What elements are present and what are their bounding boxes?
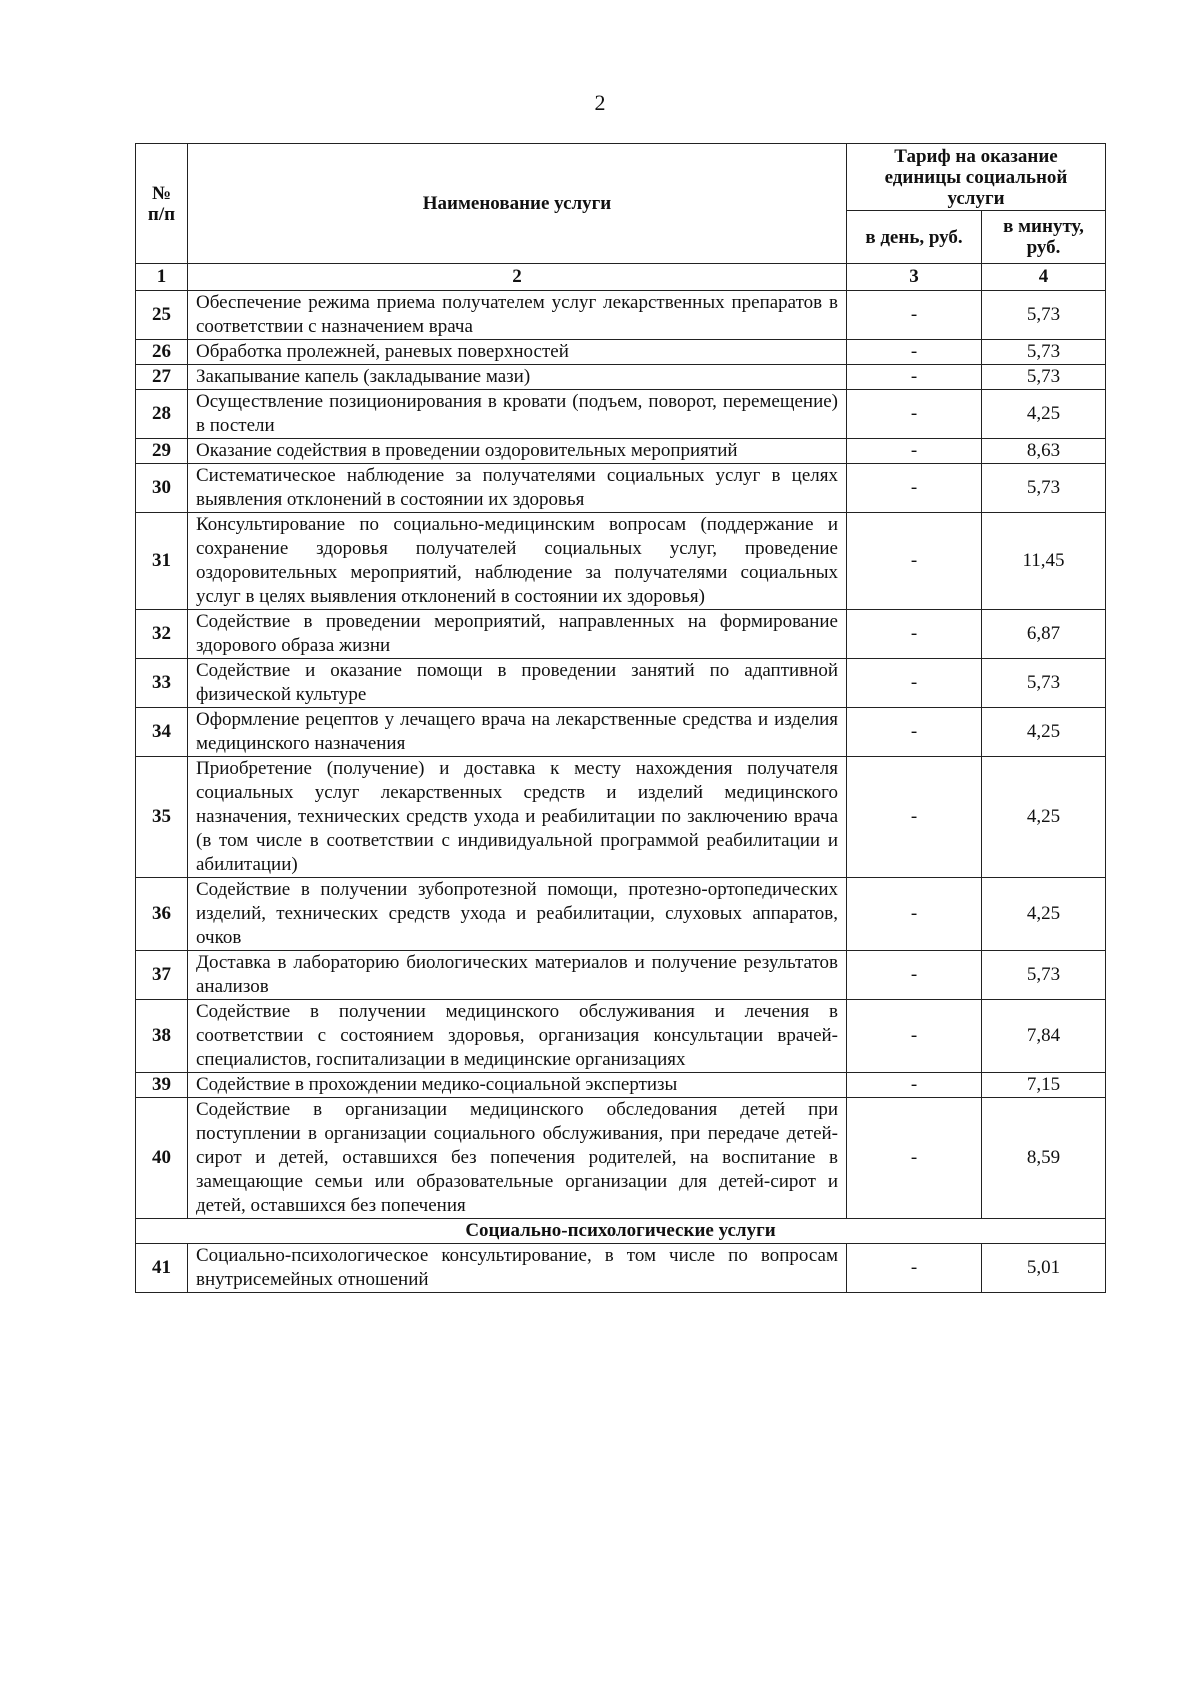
tariff-per-minute: 6,87	[982, 610, 1106, 659]
tariff-per-day: -	[847, 1244, 982, 1293]
tariff-per-day: -	[847, 439, 982, 464]
table-row	[136, 291, 1106, 340]
tariff-per-day: -	[847, 464, 982, 513]
tariff-per-minute: 8,63	[982, 439, 1106, 464]
row-number: 31	[136, 513, 188, 610]
header-service-name: Наименование услуги	[188, 144, 847, 264]
tariff-table	[135, 143, 1106, 1293]
service-name: Систематическое наблюдение за получателями социальных услуг в целях выявления отклонений в состоянии их здоровья	[188, 464, 847, 513]
service-name: Оказание содействия в проведении оздоровительных мероприятий	[188, 439, 847, 464]
service-name: Содействие в проведении мероприятий, направленных на формирование здорового образа жизни	[188, 610, 847, 659]
service-name: Обеспечение режима приема получателем услуг лекарственных препаратов в соответствии с назначением врача	[188, 291, 847, 340]
tariff-per-minute: 7,15	[982, 1073, 1106, 1098]
page-number: 2	[594, 90, 606, 115]
table-row	[136, 708, 1106, 757]
table-row	[136, 513, 1106, 610]
table-row	[136, 390, 1106, 439]
service-name: Доставка в лабораторию биологических материалов и получение результатов анализов	[188, 951, 847, 1000]
table-row	[136, 365, 1106, 390]
tariff-per-day: -	[847, 1000, 982, 1073]
service-name: Социально-психологическое консультирование, в том числе по вопросам внутрисемейных отношений	[188, 1244, 847, 1293]
tariff-per-minute: 5,73	[982, 659, 1106, 708]
row-number: 40	[136, 1098, 188, 1219]
table-row	[136, 1098, 1106, 1219]
tariff-per-minute: 7,84	[982, 1000, 1106, 1073]
row-number: 29	[136, 439, 188, 464]
table-row	[136, 1000, 1106, 1073]
tariff-per-day: -	[847, 390, 982, 439]
service-name: Содействие в получении зубопротезной помощи, протезно-ортопедических изделий, технических средств ухода и реабилитации, слуховых аппаратов, очков	[188, 878, 847, 951]
tariff-per-day: -	[847, 365, 982, 390]
row-number: 28	[136, 390, 188, 439]
section-title: Социально-психологические услуги	[136, 1219, 1106, 1244]
row-number: 27	[136, 365, 188, 390]
tariff-per-minute: 4,25	[982, 708, 1106, 757]
table-row	[136, 951, 1106, 1000]
tariff-per-day: -	[847, 291, 982, 340]
service-rows	[136, 291, 1106, 1219]
tariff-per-day: -	[847, 513, 982, 610]
row-number: 34	[136, 708, 188, 757]
tariff-per-minute: 4,25	[982, 757, 1106, 878]
tariff-per-day: -	[847, 610, 982, 659]
tariff-per-day: -	[847, 878, 982, 951]
table-row	[136, 1244, 1106, 1293]
header-number: № п/п	[136, 144, 188, 264]
table-row	[136, 757, 1106, 878]
row-number: 39	[136, 1073, 188, 1098]
tariff-per-minute: 5,01	[982, 1244, 1106, 1293]
service-name: Содействие в получении медицинского обслуживания и лечения в соответствии с состоянием здоровья, организация консультации врачей-специалистов, госпитализации в медицинские организациях	[188, 1000, 847, 1073]
tariff-per-minute: 8,59	[982, 1098, 1106, 1219]
tariff-per-minute: 5,73	[982, 365, 1106, 390]
column-index-2: 2	[188, 264, 847, 291]
tariff-per-day: -	[847, 951, 982, 1000]
tariff-per-day: -	[847, 1073, 982, 1098]
row-number: 38	[136, 1000, 188, 1073]
tariff-per-minute: 5,73	[982, 291, 1106, 340]
table-row	[136, 610, 1106, 659]
tariff-per-minute: 5,73	[982, 464, 1106, 513]
table-row	[136, 340, 1106, 365]
service-name: Содействие и оказание помощи в проведении занятий по адаптивной физической культуре	[188, 659, 847, 708]
tariff-per-minute: 11,45	[982, 513, 1106, 610]
table-row	[136, 659, 1106, 708]
service-name: Оформление рецептов у лечащего врача на лекарственные средства и изделия медицинского назначения	[188, 708, 847, 757]
tariff-per-day: -	[847, 708, 982, 757]
row-number: 26	[136, 340, 188, 365]
service-name: Содействие в прохождении медико-социальной экспертизы	[188, 1073, 847, 1098]
row-number: 37	[136, 951, 188, 1000]
tariff-per-day: -	[847, 340, 982, 365]
table-row	[136, 439, 1106, 464]
tariff-per-minute: 4,25	[982, 878, 1106, 951]
service-name: Приобретение (получение) и доставка к месту нахождения получателя социальных услуг лекарственных средств и изделий медицинского назначения, технических средств ухода и реабилитации по заключению врача (в том числе в соответствии с индивидуальной программой реабилитации и абилитации)	[188, 757, 847, 878]
row-number: 32	[136, 610, 188, 659]
row-number: 41	[136, 1244, 188, 1293]
column-index-1: 1	[136, 264, 188, 291]
table-row	[136, 1073, 1106, 1098]
header-per-day: в день, руб.	[847, 211, 982, 264]
tariff-per-day: -	[847, 1098, 982, 1219]
tariff-per-day: -	[847, 659, 982, 708]
row-number: 35	[136, 757, 188, 878]
section-row	[136, 1219, 1106, 1244]
table-row	[136, 878, 1106, 951]
service-rows-psychological	[136, 1244, 1106, 1293]
service-name: Осуществление позиционирования в кровати (подъем, поворот, перемещение) в постели	[188, 390, 847, 439]
service-name: Содействие в организации медицинского обследования детей при поступлении в организации социального обслуживания, при передаче детей-сирот и детей, оставшихся без попечения родителей, на воспитание в замещающие семьи или образовательные организации для детей-сирот и детей, оставшихся без попечения	[188, 1098, 847, 1219]
header-tariff-group: Тариф на оказание единицы социальной услуги	[847, 144, 1106, 211]
column-index-3: 3	[847, 264, 982, 291]
service-name: Обработка пролежней, раневых поверхностей	[188, 340, 847, 365]
row-number: 30	[136, 464, 188, 513]
tariff-per-day: -	[847, 757, 982, 878]
service-name: Консультирование по социально-медицинским вопросам (поддержание и сохранение здоровья получателей социальных услуг, проведение оздоровительных мероприятий, наблюдение за получателями социальных услуг в целях выявления отклонений в состоянии их здоровья)	[188, 513, 847, 610]
header-per-minute: в минуту, руб.	[982, 211, 1106, 264]
tariff-per-minute: 4,25	[982, 390, 1106, 439]
row-number: 36	[136, 878, 188, 951]
row-number: 33	[136, 659, 188, 708]
service-name: Закапывание капель (закладывание мази)	[188, 365, 847, 390]
tariff-per-minute: 5,73	[982, 951, 1106, 1000]
table-row	[136, 464, 1106, 513]
column-index-4: 4	[982, 264, 1106, 291]
row-number: 25	[136, 291, 188, 340]
tariff-per-minute: 5,73	[982, 340, 1106, 365]
